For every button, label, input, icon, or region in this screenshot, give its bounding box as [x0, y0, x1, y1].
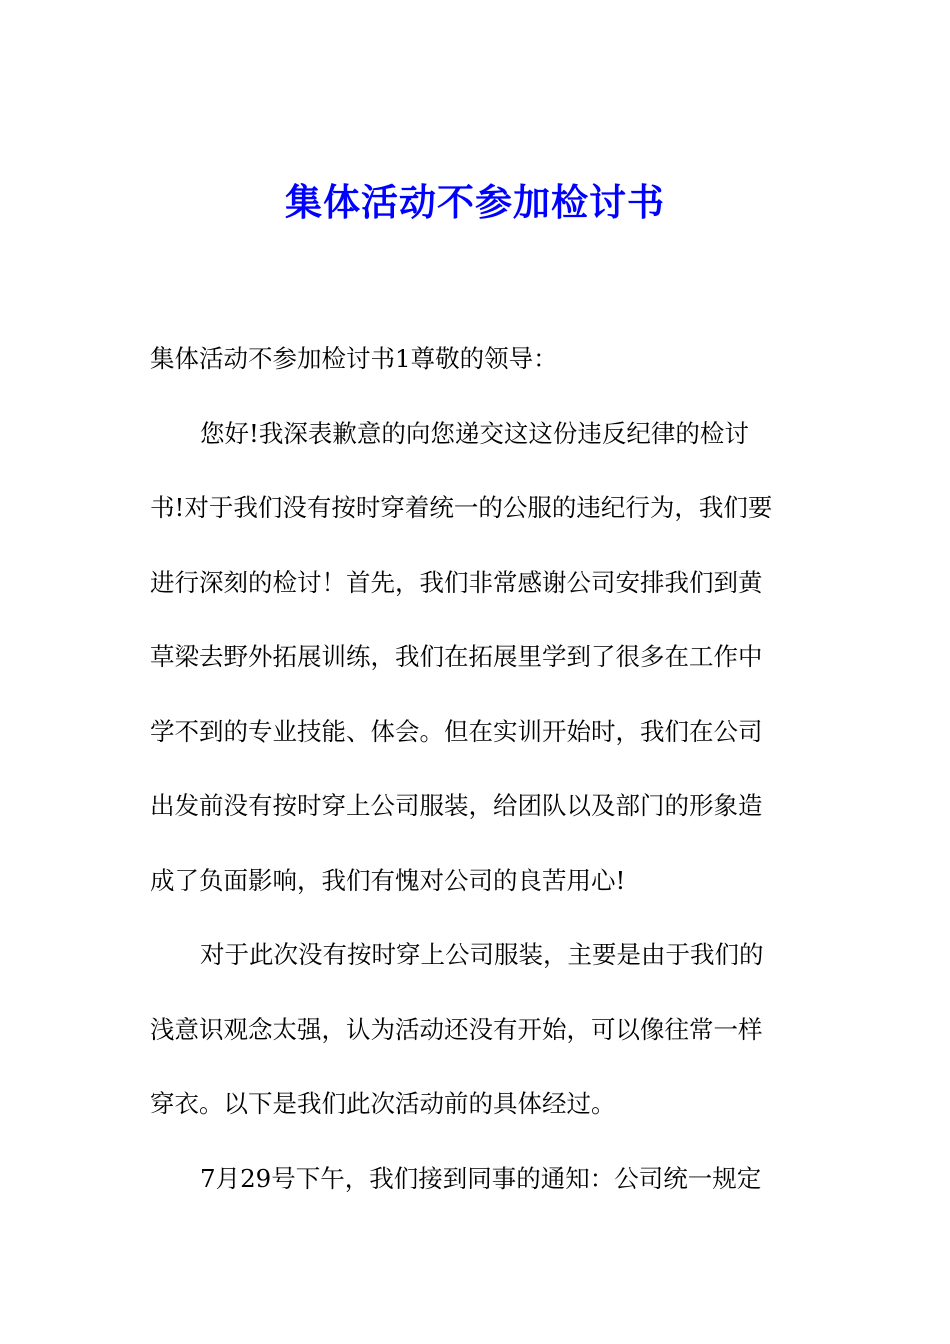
body-line: 您好!我深表歉意的向您递交这这份违反纪律的检讨: [200, 418, 749, 448]
body-line: 7月29号下午，我们接到同事的通知：公司统一规定: [200, 1163, 762, 1193]
document-title: 集体活动不参加检讨书: [285, 180, 665, 224]
body-line: 学不到的专业技能、体会。但在实训开始时，我们在公司: [150, 716, 763, 746]
body-line: 成了负面影响，我们有愧对公司的良苦用心!: [150, 865, 626, 895]
body-line: 草梁去野外拓展训练，我们在拓展里学到了很多在工作中: [150, 642, 763, 671]
body-line: 穿衣。以下是我们此次活动前的具体经过。: [150, 1089, 616, 1118]
body-line: 对于此次没有按时穿上公司服装，主要是由于我们的: [200, 940, 764, 969]
body-line-salutation: 集体活动不参加检讨书1尊敬的领导：: [150, 344, 558, 373]
body-line: 出发前没有按时穿上公司服装，给团队以及部门的形象造: [150, 791, 763, 820]
body-line: 浅意识观念太强，认为活动还没有开始，可以像往常一样: [150, 1014, 763, 1044]
body-line: 书!对于我们没有按时穿着统一的公服的违纪行为，我们要: [150, 493, 773, 522]
body-line: 进行深刻的检讨！首先，我们非常感谢公司安排我们到黄: [150, 567, 763, 597]
document-body: [150, 322, 810, 1216]
